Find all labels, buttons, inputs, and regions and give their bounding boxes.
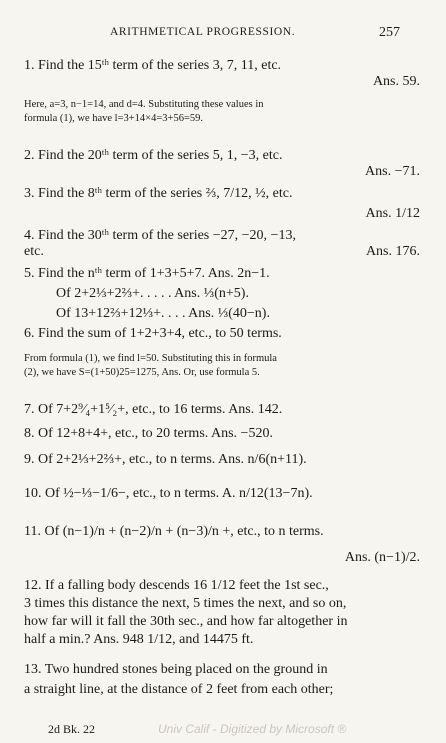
- problem-8: 8. Of 12+8+4+, etc., to 20 terms. Ans. −520.: [24, 426, 273, 441]
- problem-12-line-4: half a min.? Ans. 948 1/12, and 14475 ft.: [24, 632, 254, 647]
- solution-1-line-1: Here, a=3, n−1=14, and d=4. Substituting these values in: [24, 99, 264, 110]
- problem-5: 5. Find the nᵗʰ term of 1+3+5+7. Ans. 2n−1.: [24, 266, 270, 281]
- answer-2: Ans. −71.: [365, 164, 420, 179]
- answer-1: Ans. 59.: [372, 74, 420, 89]
- problem-12-line-3: how far will it fall the 30th sec., and how far altogether in: [24, 614, 348, 629]
- problem-1: 1. Find the 15ᵗʰ term of the series 3, 7, 11, etc.: [24, 58, 282, 73]
- running-title: ARITHMETICAL PROGRESSION.: [110, 26, 296, 38]
- problem-4: 4. Find the 30ᵗʰ term of the series −27, −20, −13,: [24, 228, 296, 243]
- digitization-watermark: Univ Calif - Digitized by Microsoft ®: [158, 722, 347, 736]
- page-number: 257: [379, 25, 400, 40]
- answer-3: Ans. 1/12: [365, 206, 420, 221]
- problem-2: 2. Find the 20ᵗʰ term of the series 5, 1, −3, etc.: [24, 148, 283, 163]
- problem-11: 11. Of (n−1)/n + (n−2)/n + (n−3)/n +, etc., to n terms.: [24, 524, 324, 539]
- problem-3: 3. Find the 8ᵗʰ term of the series ⅔, 7/12, ½, etc.: [24, 186, 293, 201]
- solution-1-line-2: formula (1), we have l=3+14×4=3+56=59.: [24, 113, 203, 124]
- problem-13-line-2: a straight line, at the distance of 2 feet from each other;: [24, 682, 334, 697]
- problem-5-sub-a: Of 2+2⅓+2⅔+. . . . . Ans. ⅓(n+5).: [56, 286, 249, 301]
- running-header: [0, 26, 446, 42]
- problem-12-line-2: 3 times this distance the next, 5 times the next, and so on,: [24, 596, 347, 611]
- problem-9: 9. Of 2+2⅓+2⅔+, etc., to n terms. Ans. n/6(n+11).: [24, 452, 307, 467]
- answer-4: Ans. 176.: [365, 244, 420, 259]
- answer-11: Ans. (n−1)/2.: [344, 550, 420, 565]
- solution-6-line-1: From formula (1), we find l=50. Substituting this in formula: [24, 353, 277, 364]
- solution-6-line-2: (2), we have S=(1+50)25=1275, Ans. Or, use formula 5.: [24, 367, 260, 378]
- problem-12-line-1: 12. If a falling body descends 16 1/12 feet the 1st sec.,: [24, 578, 329, 593]
- signature-mark: 2d Bk. 22: [48, 722, 96, 736]
- problem-4-cont: etc.: [24, 244, 44, 259]
- problem-6: 6. Find the sum of 1+2+3+4, etc., to 50 terms.: [24, 326, 282, 341]
- problem-7: 7. Of 7+2⁹⁄₄+1⁵⁄₂+, etc., to 16 terms. Ans. 142.: [24, 402, 283, 417]
- problem-10: 10. Of ½−⅓−1/6−, etc., to n terms. A. n/12(13−7n).: [24, 486, 313, 501]
- problem-13-line-1: 13. Two hundred stones being placed on the ground in: [24, 662, 328, 677]
- problem-5-sub-b: Of 13+12⅔+12⅓+. . . . Ans. ⅓(40−n).: [56, 306, 270, 321]
